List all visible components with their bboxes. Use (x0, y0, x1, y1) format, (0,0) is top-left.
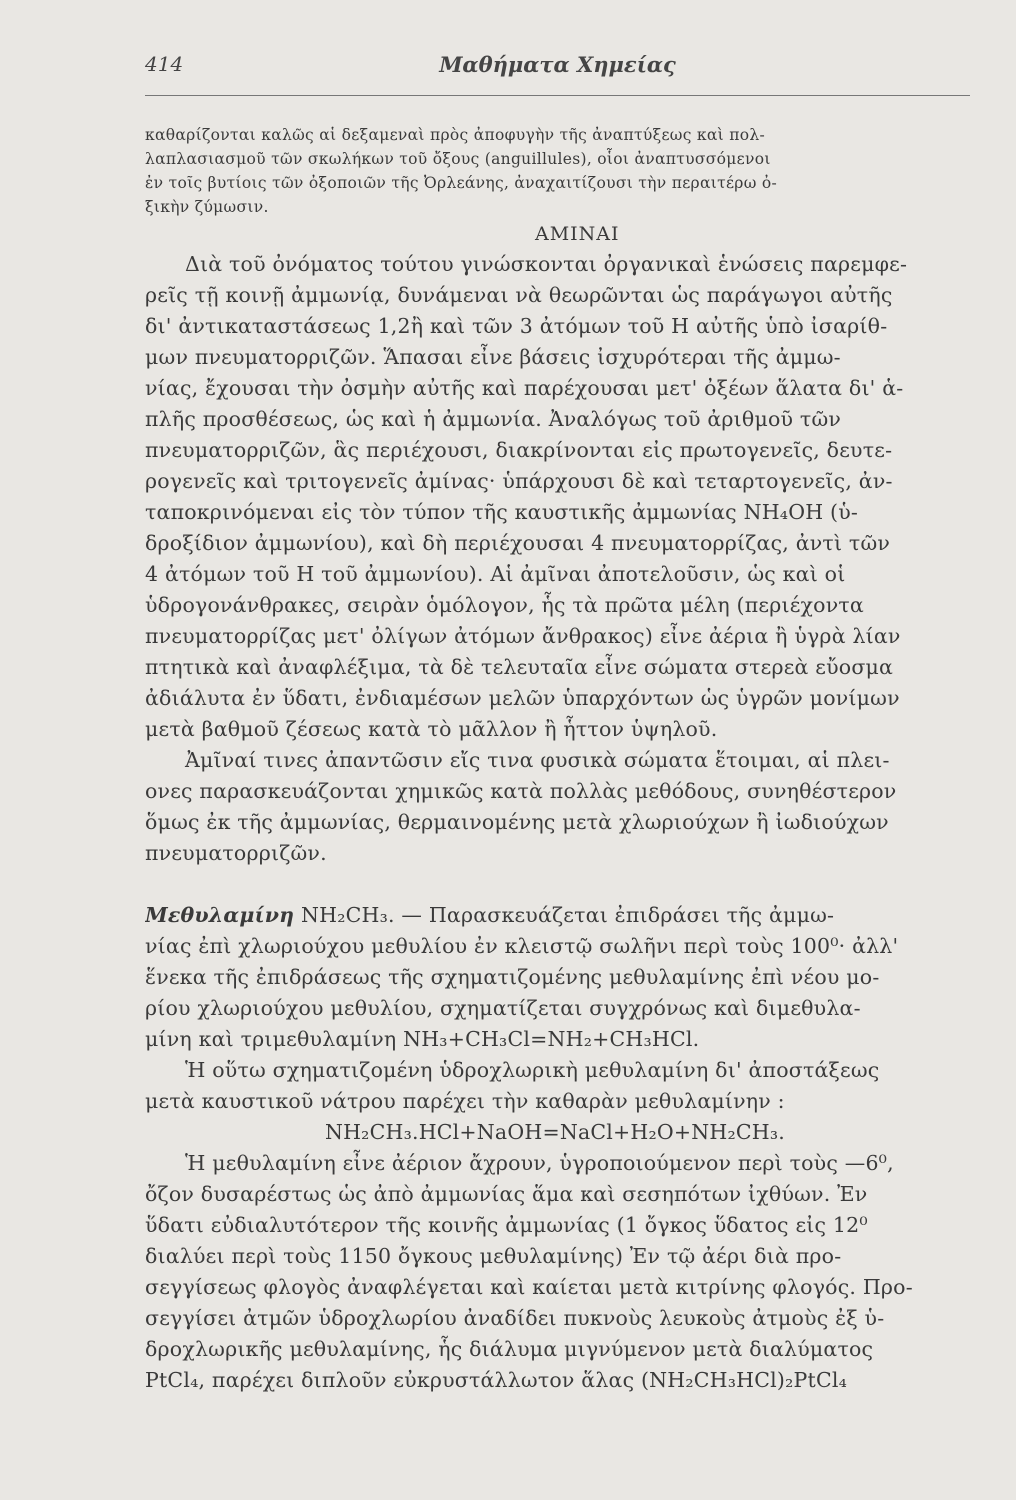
text-line: ονες παρασκευάζονται χημικῶς κατὰ πολλὰς μεθόδους, συνηθέστερον (145, 779, 897, 803)
text-line: ρίου χλωριούχου μεθυλίου, σχηματίζεται συγχρόνως καὶ διμεθυλα- (145, 996, 861, 1020)
section-heading: ΑΜΙΝΑΙ (535, 223, 620, 245)
text-line: ἀδιάλυτα ἐν ὕδατι, ἐνδιαμέσων μελῶν ὑπαρχόντων ὡς ὑγρῶν μονίμων (145, 686, 900, 710)
text-line: πνευματορριζῶν. (145, 841, 327, 865)
text-line: λαπλασιασμοῦ τῶν σκωλήκων τοῦ ὄξους (anguillules), οἷοι ἀναπτυσσόμενοι (145, 150, 771, 168)
text-line: πτητικὰ καὶ ἀναφλέξιμα, τὰ δὲ τελευταῖα εἶνε σώματα στερεὰ εὔοσμα (145, 655, 894, 679)
text-line: πνευματορριζῶν, ἃς περιέχουσι, διακρίνονται εἰς πρωτογενεῖς, δευτε- (145, 438, 893, 462)
text-line: Ἀμῖναί τινες ἀπαντῶσιν εἴς τινα φυσικὰ σώματα ἕτοιμαι, αἱ πλει- (185, 748, 890, 772)
text-line: ὄζον δυσαρέστως ὡς ἀπὸ ἀμμωνίας ἅμα καὶ σεσηπότων ἰχθύων. Ἐν (145, 1182, 868, 1206)
text-line: NH₂CH₃.HCl+NaOH=NaCl+H₂O+NH₂CH₃. (324, 1120, 786, 1144)
text-line: ξικὴν ζύμωσιν. (145, 198, 269, 216)
blank-line (145, 869, 965, 900)
text-line: σεγγίσει ἀτμῶν ὑδροχλωρίου ἀναδίδει πυκνοὺς λευκοὺς ἀτμοὺς ἐξ ὑ- (145, 1306, 885, 1330)
text-line: ἐν τοῖς βυτίοις τῶν ὀξοποιῶν τῆς Ὀρλεάνης, ἀναχαιτίζουσι τὴν περαιτέρω ὀ- (145, 174, 778, 192)
text-line: δροξίδιον ἀμμωνίου), καὶ δὴ περιέχουσαι 4 πνευματορρίζας, ἀντὶ τῶν (145, 531, 891, 555)
text-line: ὕδατι εὐδιαλυτότερον τῆς κοινῆς ἀμμωνίας (1 ὄγκος ὕδατος εἰς 12⁰ (145, 1213, 868, 1237)
text-line: διαλύει περὶ τοὺς 1150 ὄγκους μεθυλαμίνης) Ἐν τῷ ἀέρι διὰ προ- (145, 1244, 842, 1268)
page-number: 414 (145, 52, 184, 76)
text-line: μετὰ καυστικοῦ νάτρου παρέχει τὴν καθαρὰν μεθυλαμίνην : (145, 1089, 785, 1113)
text-line: PtCl₄, παρέχει διπλοῦν εὐκρυστάλλωτον ἅλας (NH₂CH₃HCl)₂PtCl₄ (145, 1368, 848, 1392)
subsection-line (145, 900, 965, 931)
text-line: Διὰ τοῦ ὀνόματος τούτου γινώσκονται ὀργανικαὶ ἑνώσεις παρεμφε- (185, 252, 908, 276)
text-line: Ἡ μεθυλαμίνη εἶνε ἀέριον ἄχρουν, ὑγροποιούμενον περὶ τοὺς —6⁰, (185, 1151, 894, 1175)
text-line: δροχλωρικῆς μεθυλαμίνης, ἧς διάλυμα μιγνύμενον μετὰ διαλύματος (145, 1337, 874, 1361)
text-line: νίας ἐπὶ χλωριούχου μεθυλίου ἐν κλειστῷ σωλῆνι περὶ τοὺς 100⁰· ἀλλ' (145, 934, 899, 958)
subsection-rest: NH₂CH₃. — Παρασκευάζεται ἐπιδράσει τῆς ἀμμω- (294, 903, 835, 927)
text-line: μίνη καὶ τριμεθυλαμίνη NH₃+CH₃Cl=NH₂+CH₃HCl. (145, 1027, 700, 1051)
text-line: ρογενεῖς καὶ τριτογενεῖς ἀμίνας· ὑπάρχουσι δὲ καὶ τεταρτογενεῖς, ἀν- (145, 469, 893, 493)
text-line: καθαρίζονται καλῶς αἱ δεξαμεναὶ πρὸς ἀποφυγὴν τῆς ἀναπτύξεως καὶ πολ- (145, 126, 766, 144)
text-line: 4 ἀτόμων τοῦ Η τοῦ ἀμμωνίου). Αἱ ἀμῖναι ἀποτελοῦσιν, ὡς καὶ οἱ (145, 562, 846, 586)
text-line: ὅμως ἐκ τῆς ἀμμωνίας, θερμαινομένης μετὰ χλωριούχων ἢ ἰωδιούχων (145, 810, 889, 834)
text-line: ταποκρινόμεναι εἰς τὸν τύπον τῆς καυστικῆς ἀμμωνίας NH₄OH (ὑ- (145, 500, 858, 524)
text-line: δι' ἀντικαταστάσεως 1,2ἢ καὶ τῶν 3 ἀτόμων τοῦ Η αὐτῆς ὑπὸ ἰσαρίθ- (145, 314, 888, 338)
text-line: ὑδρογονάνθρακες, σειρὰν ὁμόλογον, ἧς τὰ πρῶτα μέλη (περιέχοντα (145, 593, 864, 617)
running-title: Μαθήματα Χημείας (439, 52, 676, 77)
text-line: ρεῖς τῇ κοινῇ ἀμμωνίᾳ, δυνάμεναι νὰ θεωρῶνται ὡς παράγωγοι αὐτῆς (145, 283, 893, 307)
text-line: νίας, ἔχουσαι τὴν ὀσμὴν αὐτῆς καὶ παρέχουσαι μετ' ὀξέων ἅλατα δι' ἁ- (145, 376, 904, 400)
text-line: πλῆς προσθέσεως, ὡς καὶ ἡ ἀμμωνία. Ἀναλόγως τοῦ ἀριθμοῦ τῶν (145, 407, 842, 431)
text-line: σεγγίσεως φλογὸς ἀναφλέγεται καὶ καίεται μετὰ κιτρίνης φλογός. Προ- (145, 1275, 913, 1299)
text-line: μετὰ βαθμοῦ ζέσεως κατὰ τὸ μᾶλλον ἢ ἧττον ὑψηλοῦ. (145, 717, 718, 741)
header-rule (145, 95, 970, 96)
text-line: Ἡ οὕτω σχηματιζομένη ὑδροχλωρικὴ μεθυλαμίνη δι' ἀποστάξεως (185, 1058, 880, 1082)
body-text (145, 123, 965, 1396)
page-header (145, 50, 970, 90)
text-line: πνευματορρίζας μετ' ὀλίγων ἀτόμων ἄνθρακος) εἶνε ἀέρια ἢ ὑγρὰ λίαν (145, 624, 901, 648)
text-line: μων πνευματορριζῶν. Ἅπασαι εἶνε βάσεις ἰσχυρότεραι τῆς ἀμμω- (145, 345, 841, 369)
subsection-title: Μεθυλαμίνη (145, 903, 295, 927)
text-line: ἕνεκα τῆς ἐπιδράσεως τῆς σχηματιζομένης μεθυλαμίνης ἐπὶ νέου μο- (145, 965, 880, 989)
